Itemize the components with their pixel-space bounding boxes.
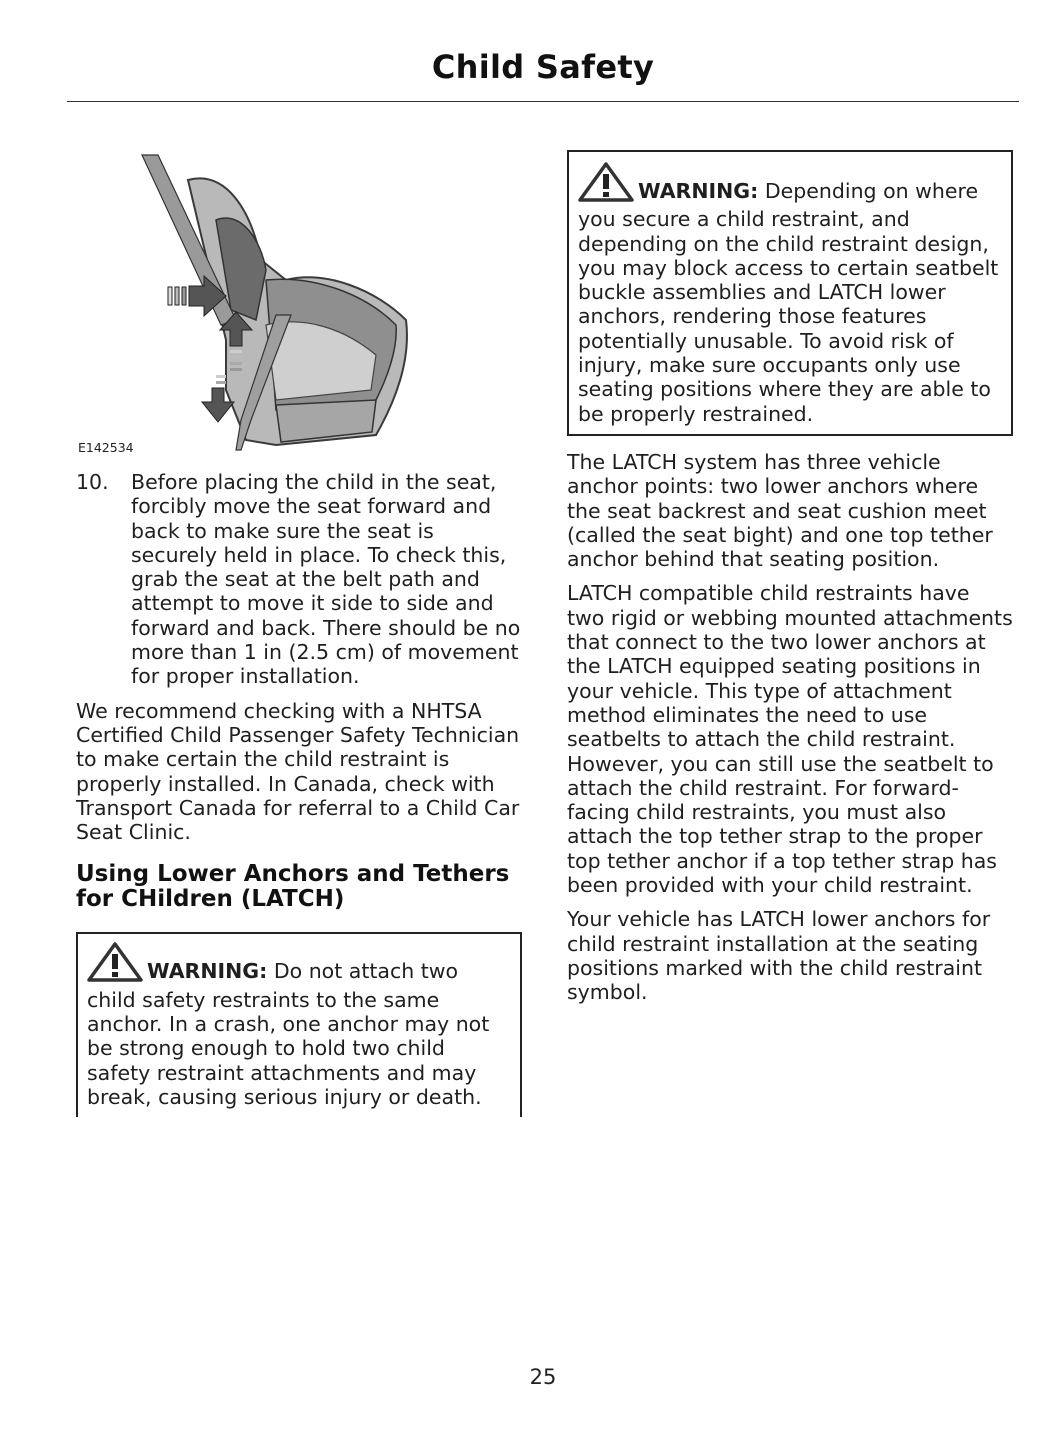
list-item-number: 10.: [76, 470, 109, 494]
title-divider: [67, 101, 1019, 102]
list-item-text: Before placing the child in the seat, forcibly move the seat forward and back to make sure the seat is securely held in place. To check this, grab the seat at the belt path and attempt to move it side to side and forward and back. There should be no more than 1 in (2.5 cm) of movement for proper installation.: [131, 470, 521, 689]
latch-section-heading: Using Lower Anchors and Tethers for CHildren (LATCH): [76, 861, 510, 913]
right-column: [567, 150, 1013, 1005]
list-item: [76, 470, 522, 689]
warning-text: Depending on where you secure a child restraint, and depending on the child restraint design, you may block access to certain seatbelt buckle assemblies and LATCH lower anchors, rendering those features potentially unusable. To avoid risk of injury, make sure occupants only use seating positions where they are able to be properly restrained.: [578, 179, 999, 426]
page-title: Child Safety: [431, 48, 655, 86]
child-seat-figure: [76, 150, 522, 460]
latch-paragraph-3: Your vehicle has LATCH lower anchors for child restraint installation at the seating positions marked with the child restraint symbol.: [567, 907, 991, 1005]
latch-paragraph-1: The LATCH system has three vehicle anchor points: two lower anchors where the seat backrest and seat cushion meet (called the seat bight) and one top tether anchor behind that seating position.: [567, 449, 993, 572]
child-seat-installation-illustration: [76, 150, 522, 460]
latch-paragraph-2: LATCH compatible child restraints have two rigid or webbing mounted attachments that connect to the two lower anchors at the LATCH equipped seating positions in your vehicle. This type of attachment method eliminates the need to use seatbelts to attach the child restraint. However, you can still use the seatbelt to attach the child restraint. For forward-facing child restraints, you must also attach the top tether strap to the proper top tether anchor if a top tether strap has been provided with your child restraint.: [567, 581, 1013, 898]
warning-triangle-icon: [87, 942, 143, 987]
recommendation-paragraph: We recommend checking with a NHTSA Certified Child Passenger Safety Technician to make certain the child restraint is properly installed. In Canada, check with Transport Canada for referral to a Child Car Seat Clinic.: [76, 698, 520, 845]
warning-text: Do not attach two child safety restraints to the same anchor. In a crash, one anchor may not be strong enough to hold two child safety restraint attachments and may break, causing serious injury or death.: [87, 959, 490, 1109]
page-number: 25: [529, 1365, 557, 1389]
warning-box-access: [567, 150, 1013, 436]
left-column: [76, 150, 522, 1117]
warning-label: WARNING:: [147, 959, 268, 984]
warning-box-anchor: [76, 932, 522, 1117]
warning-label: WARNING:: [638, 179, 759, 203]
warning-triangle-icon: [578, 162, 634, 207]
figure-id: E142534: [78, 440, 134, 455]
